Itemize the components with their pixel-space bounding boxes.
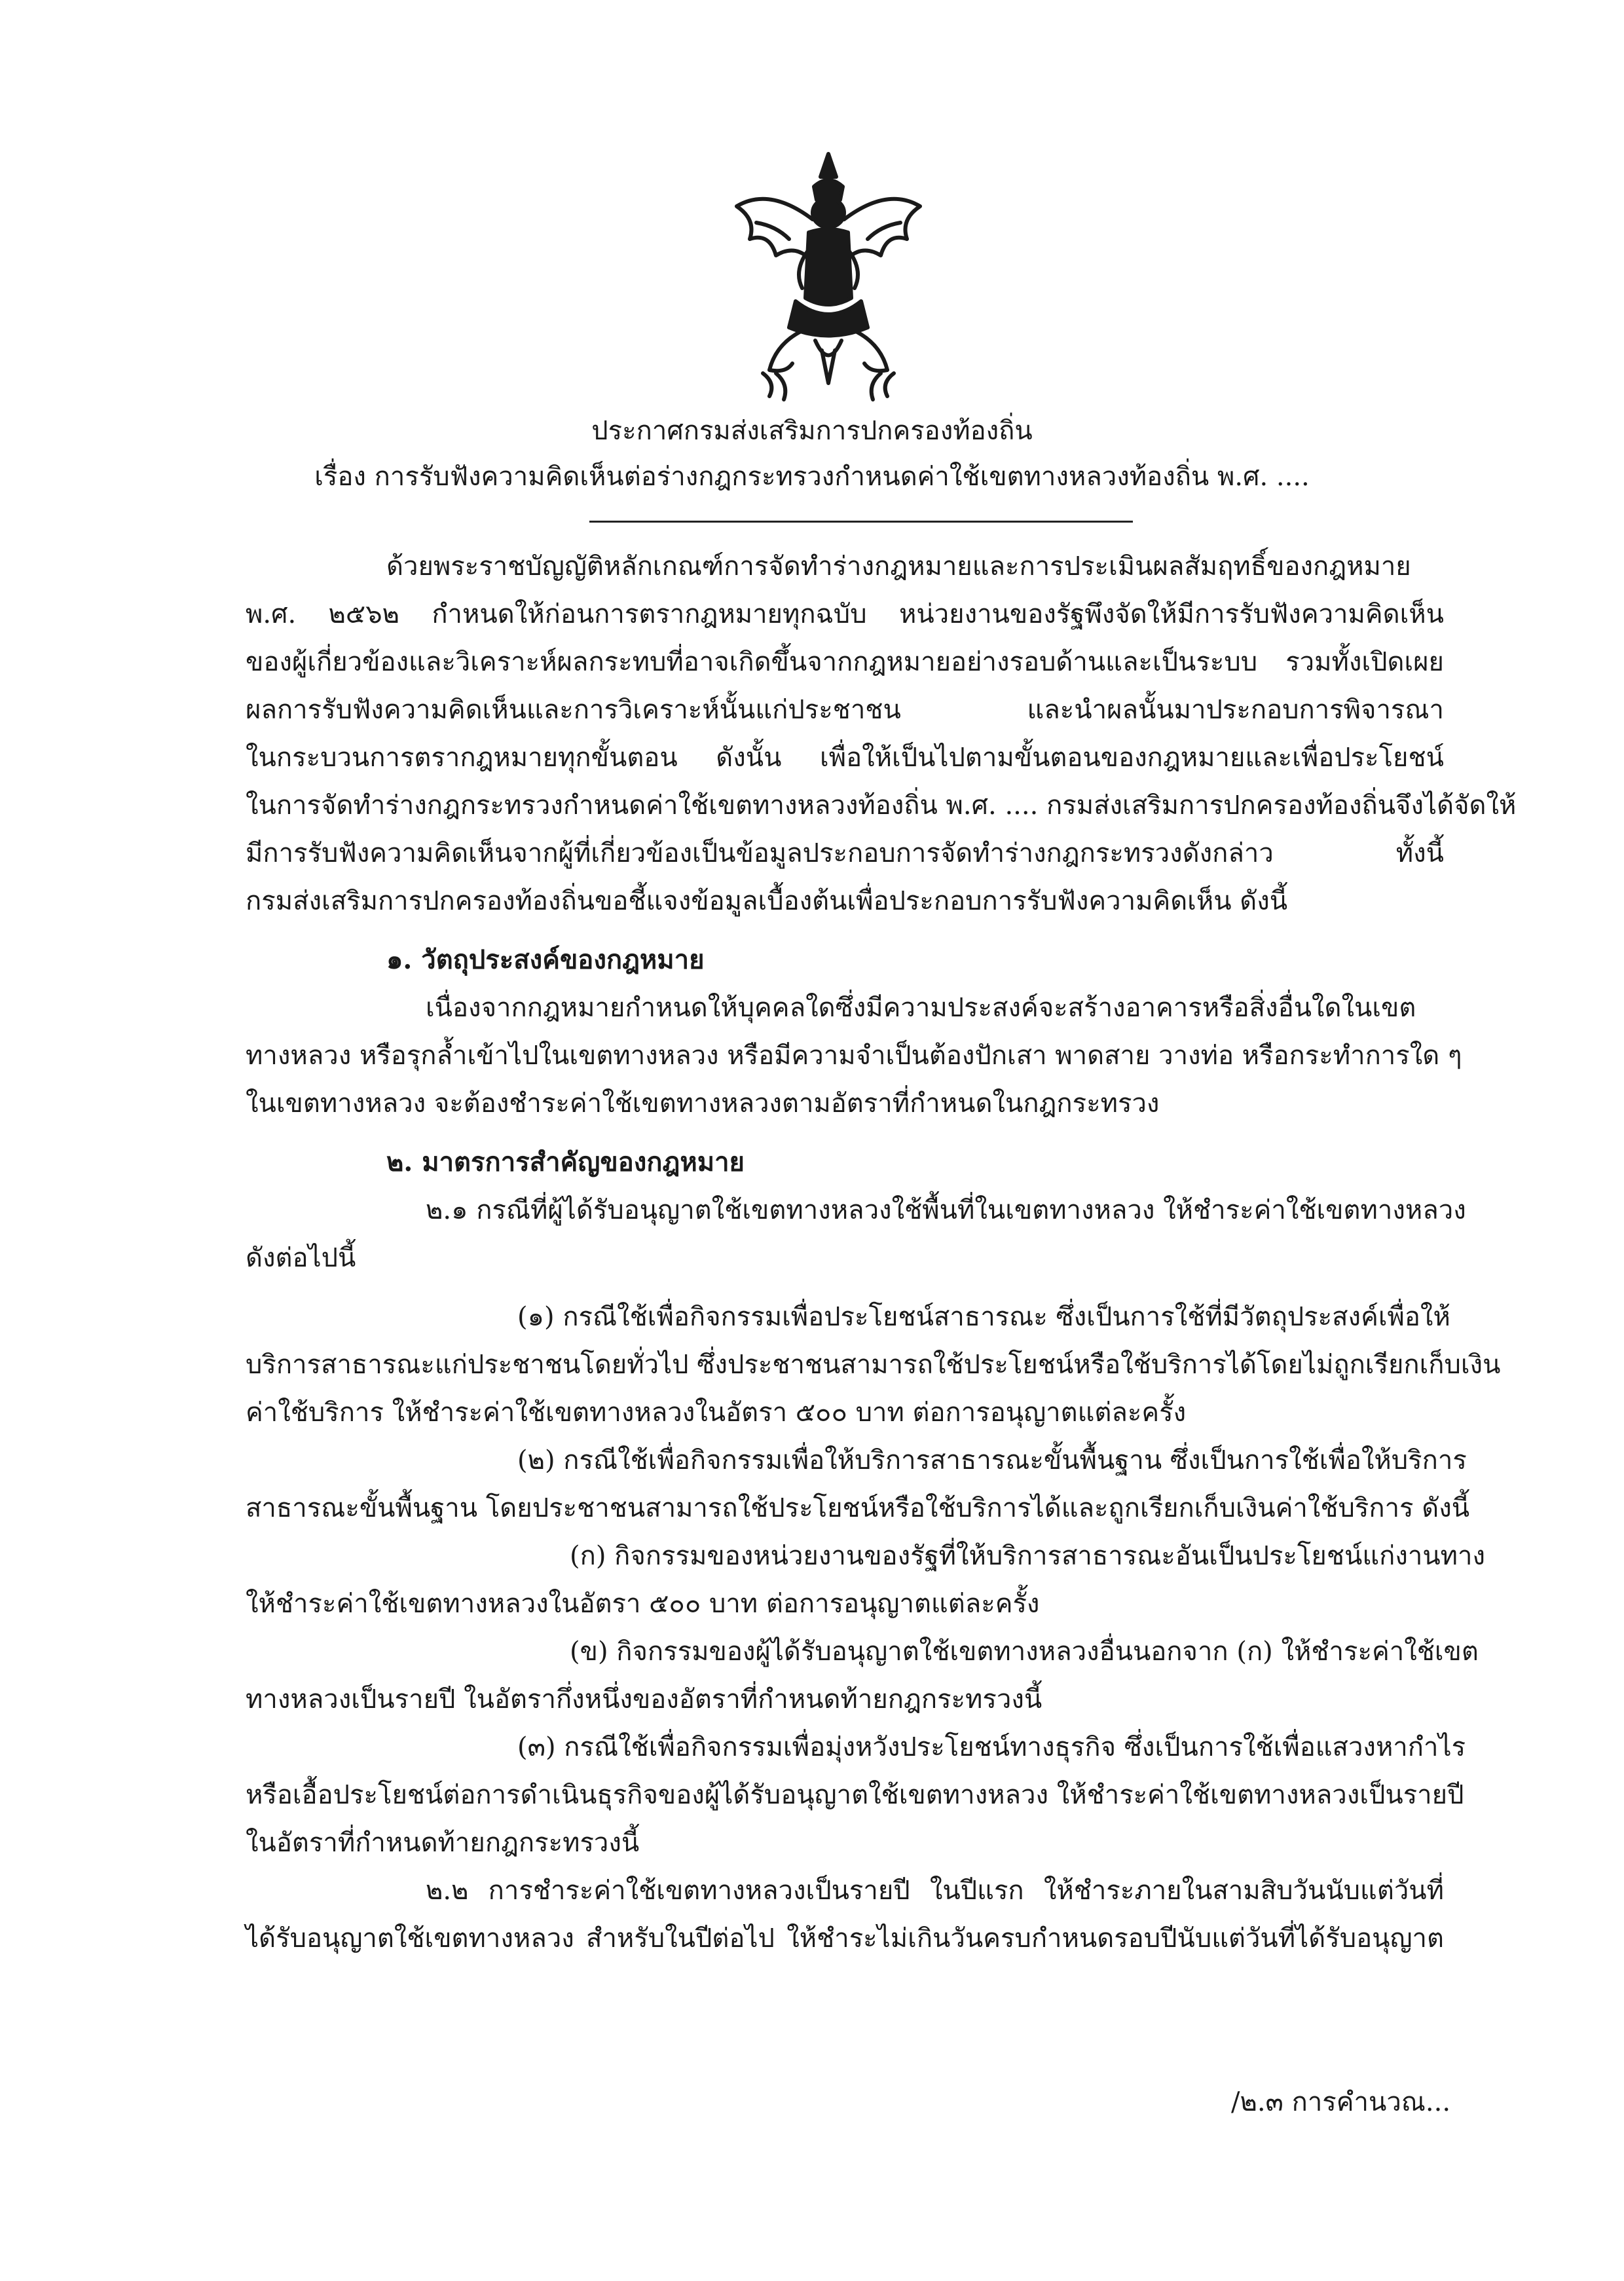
intro-line: ในกระบวนการตรากฎหมายทุกขั้นตอน ดังนั้น เพื่อให้เป็นไปตามขั้นตอนของกฎหมายและเพื่อประโยชน์ xyxy=(246,743,1444,773)
document-subject: เรื่อง การรับฟังความคิดเห็นต่อร่างกฎกระทรวงกำหนดค่าใช้เขตทางหลวงท้องถิ่น พ.ศ. .... xyxy=(314,462,1310,492)
clause-line: ดังต่อไปนี้ xyxy=(246,1243,356,1273)
header-divider xyxy=(589,521,1133,523)
intro-line: กรมส่งเสริมการปกครองท้องถิ่นขอชี้แจงข้อมูลเบื้องต้นเพื่อประกอบการรับฟังความคิดเห็น ดังนี้ xyxy=(246,886,1288,916)
intro-line: มีการรับฟังความคิดเห็นจากผู้ที่เกี่ยวข้องเป็นข้อมูลประกอบการจัดทำร่างกฎกระทรวงดังกล่าว ทั้งนี้ xyxy=(246,838,1444,868)
item-line: (๑) กรณีใช้เพื่อกิจกรรมเพื่อประโยชน์สาธารณะ ซึ่งเป็นการใช้ที่มีวัตถุประสงค์เพื่อให้ xyxy=(517,1302,1450,1332)
intro-line: ผลการรับฟังความคิดเห็นและการวิเคราะห์นั้นแก่ประชาชน และนำผลนั้นมาประกอบการพิจารณา xyxy=(246,695,1444,725)
intro-line: ของผู้เกี่ยวข้องและวิเคราะห์ผลกระทบที่อาจเกิดขึ้นจากกฎหมายอย่างรอบด้านและเป็นระบบ รวมทั้งเปิดเผย xyxy=(246,647,1444,677)
clause-line: ๒.๑ กรณีที่ผู้ได้รับอนุญาตใช้เขตทางหลวงใช้พื้นที่ในเขตทางหลวง ให้ชำระค่าใช้เขตทางหลวง xyxy=(426,1195,1466,1225)
section-line: ทางหลวง หรือรุกล้ำเข้าไปในเขตทางหลวง หรือมีความจำเป็นต้องปักเสา พาดสาย วางท่อ หรือกระทำการใด ๆ xyxy=(246,1041,1462,1071)
page-continuation: /๒.๓ การคำนวณ... xyxy=(1231,2087,1451,2117)
item-line: หรือเอื้อประโยชน์ต่อการดำเนินธุรกิจของผู้ได้รับอนุญาตใช้เขตทางหลวง ให้ชำระค่าใช้เขตทางหลวงเป็นรายปี xyxy=(246,1780,1464,1810)
subitem-line: (ข) กิจกรรมของผู้ได้รับอนุญาตใช้เขตทางหลวงอื่นนอกจาก (ก) ให้ชำระค่าใช้เขต xyxy=(570,1637,1479,1667)
subitem-line: ทางหลวงเป็นรายปี ในอัตรากึ่งหนึ่งของอัตราที่กำหนดท้ายกฎกระทรวงนี้ xyxy=(246,1684,1043,1715)
intro-line: ในการจัดทำร่างกฎกระทรวงกำหนดค่าใช้เขตทางหลวงท้องถิ่น พ.ศ. .... กรมส่งเสริมการปกครองท้องถิ่นจึงได้จัดให้ xyxy=(246,790,1517,821)
clause-line: ได้รับอนุญาตใช้เขตทางหลวง สำหรับในปีต่อไป ให้ชำระไม่เกินวันครบกำหนดรอบปีนับแต่วันที่ได้รับอนุญาต xyxy=(246,1923,1444,1954)
garuda-emblem-icon xyxy=(730,147,927,409)
item-line: บริการสาธารณะแก่ประชาชนโดยทั่วไป ซึ่งประชาชนสามารถใช้ประโยชน์หรือใช้บริการได้โดยไม่ถูกเรียกเก็บเงิน xyxy=(246,1350,1501,1380)
item-line: สาธารณะขั้นพื้นฐาน โดยประชาชนสามารถใช้ประโยชน์หรือใช้บริการได้และถูกเรียกเก็บเงินค่าใช้บริการ ดังนี้ xyxy=(246,1493,1470,1523)
item-line: (๓) กรณีใช้เพื่อกิจกรรมเพื่อมุ่งหวังประโยชน์ทางธุรกิจ ซึ่งเป็นการใช้เพื่อแสวงหากำไร xyxy=(517,1732,1466,1762)
section-heading: ๑. วัตถุประสงค์ของกฎหมาย xyxy=(386,944,705,975)
subitem-line: (ก) กิจกรรมของหน่วยงานของรัฐที่ให้บริการสาธารณะอันเป็นประโยชน์แก่งานทาง xyxy=(570,1541,1486,1571)
item-line: (๒) กรณีใช้เพื่อกิจกรรมเพื่อให้บริการสาธารณะขั้นพื้นฐาน ซึ่งเป็นการใช้เพื่อให้บริการ xyxy=(517,1445,1467,1475)
clause-line: ๒.๒ การชำระค่าใช้เขตทางหลวงเป็นรายปี ในปีแรก ให้ชำระภายในสามสิบวันนับแต่วันที่ xyxy=(426,1876,1444,1906)
section-line: ในเขตทางหลวง จะต้องชำระค่าใช้เขตทางหลวงตามอัตราที่กำหนดในกฎกระทรวง xyxy=(246,1088,1160,1119)
intro-line: ด้วยพระราชบัญญัติหลักเกณฑ์การจัดทำร่างกฎหมายและการประเมินผลสัมฤทธิ์ของกฎหมาย xyxy=(386,551,1411,582)
item-line: ค่าใช้บริการ ให้ชำระค่าใช้เขตทางหลวงในอัตรา ๕๐๐ บาท ต่อการอนุญาตแต่ละครั้ง xyxy=(246,1398,1187,1428)
section-heading: ๒. มาตรการสำคัญของกฎหมาย xyxy=(386,1147,745,1178)
document-title: ประกาศกรมส่งเสริมการปกครองท้องถิ่น xyxy=(591,416,1033,446)
intro-line: พ.ศ. ๒๕๖๒ กำหนดให้ก่อนการตรากฎหมายทุกฉบับ หน่วยงานของรัฐพึงจัดให้มีการรับฟังความคิดเห็น xyxy=(246,599,1444,629)
subitem-line: ให้ชำระค่าใช้เขตทางหลวงในอัตรา ๕๐๐ บาท ต่อการอนุญาตแต่ละครั้ง xyxy=(246,1589,1040,1619)
item-line: ในอัตราที่กำหนดท้ายกฎกระทรวงนี้ xyxy=(246,1828,640,1858)
section-line: เนื่องจากกฎหมายกำหนดให้บุคคลใดซึ่งมีความประสงค์จะสร้างอาคารหรือสิ่งอื่นใดในเขต xyxy=(426,993,1416,1023)
